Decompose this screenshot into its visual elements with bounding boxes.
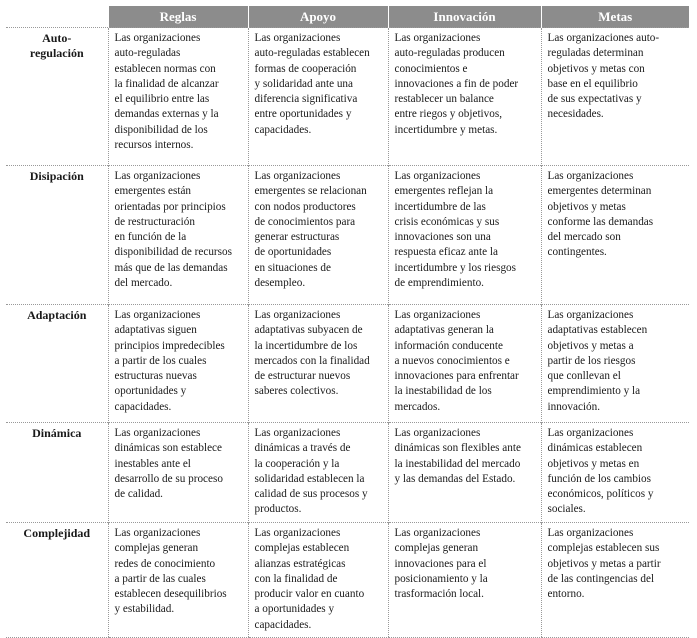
header-innovacion: Innovación [388, 6, 541, 28]
table-cell: Las organizaciones dinámicas son establece inestables ante el desarrollo de su proceso de calidad. [108, 423, 248, 523]
header-metas: Metas [541, 6, 689, 28]
table-cell: Las organizaciones dinámicas establecen objetivos y metas en función de los cambios económicos, políticos y sociales. [541, 423, 689, 523]
table-row [6, 166, 689, 305]
table-row [6, 305, 689, 423]
table-cell: Las organizaciones adaptativas generan la información conducente a nuevos conocimientos e innovaciones para enfrentar la inestabilidad de los mercados. [388, 305, 541, 423]
table-cell: Las organizaciones emergentes determinan objetivos y metas conforme las demandas del mercado son contingentes. [541, 166, 689, 305]
header-corner [6, 6, 108, 28]
table-cell: Las organizaciones dinámicas a través de la cooperación y la solidaridad establecen la calidad de sus procesos y productos. [248, 423, 388, 523]
table-row [6, 523, 689, 638]
table-row [6, 28, 689, 166]
row-label-adaptacion: Adaptación [6, 305, 108, 423]
row-label-complejidad: Complejidad [6, 523, 108, 638]
header-reglas: Reglas [108, 6, 248, 28]
row-label-disipacion: Disipación [6, 166, 108, 305]
table-cell: Las organizaciones auto-reguladas establecen normas con la finalidad de alcanzar el equilibrio entre las demandas externas y la disponibilidad de los recursos internos. [108, 28, 248, 166]
table-cell: Las organizaciones adaptativas subyacen de la incertidumbre de los mercados con la finalidad de estructurar nuevos saberes colectivos. [248, 305, 388, 423]
table-cell: Las organizaciones emergentes están orientadas por principios de restructuración en función de la disponibilidad de recursos más que de las demandas del mercado. [108, 166, 248, 305]
table-cell: Las organizaciones complejas generan innovaciones para el posicionamiento y la trasformación local. [388, 523, 541, 638]
table-cell: Las organizaciones dinámicas son flexibles ante la inestabilidad del mercado y las demandas del Estado. [388, 423, 541, 523]
comparison-table [6, 6, 689, 638]
table-cell: Las organizaciones adaptativas establecen objetivos y metas a partir de los riesgos que conllevan el emprendimiento y la innovación. [541, 305, 689, 423]
table-cell: Las organizaciones emergentes reflejan la incertidumbre de las crisis económicas y sus innovaciones son una respuesta eficaz ante la incertidumbre y los riesgos de emprendimiento. [388, 166, 541, 305]
table-cell: Las organizaciones complejas generan redes de conocimiento a partir de las cuales establecen desequilibrios y estabilidad. [108, 523, 248, 638]
table-cell: Las organizaciones adaptativas siguen principios impredecibles a partir de los cuales estructuras nuevas oportunidades y capacidades. [108, 305, 248, 423]
table-cell: Las organizaciones complejas establecen sus objetivos y metas a partir de las contingencias del entorno. [541, 523, 689, 638]
row-label-dinamica: Dinámica [6, 423, 108, 523]
header-apoyo: Apoyo [248, 6, 388, 28]
table-cell: Las organizaciones auto- reguladas determinan objetivos y metas con base en el equilibrio de sus expectativas y necesidades. [541, 28, 689, 166]
row-label-autoregulacion: Auto- regulación [6, 28, 108, 166]
table-cell: Las organizaciones complejas establecen alianzas estratégicas con la finalidad de producir valor en cuanto a oportunidades y capacidades. [248, 523, 388, 638]
table-cell: Las organizaciones auto-reguladas establecen formas de cooperación y solidaridad ante una diferencia significativa entre oportunidades y capacidades. [248, 28, 388, 166]
table-cell: Las organizaciones emergentes se relacionan con nodos productores de conocimientos para generar estructuras de oportunidades en situaciones de desempleo. [248, 166, 388, 305]
table-row [6, 423, 689, 523]
table-cell: Las organizaciones auto-reguladas producen conocimientos e innovaciones a fin de poder restablecer un balance entre riegos y objetivos, incertidumbre y metas. [388, 28, 541, 166]
header-row [6, 6, 689, 28]
